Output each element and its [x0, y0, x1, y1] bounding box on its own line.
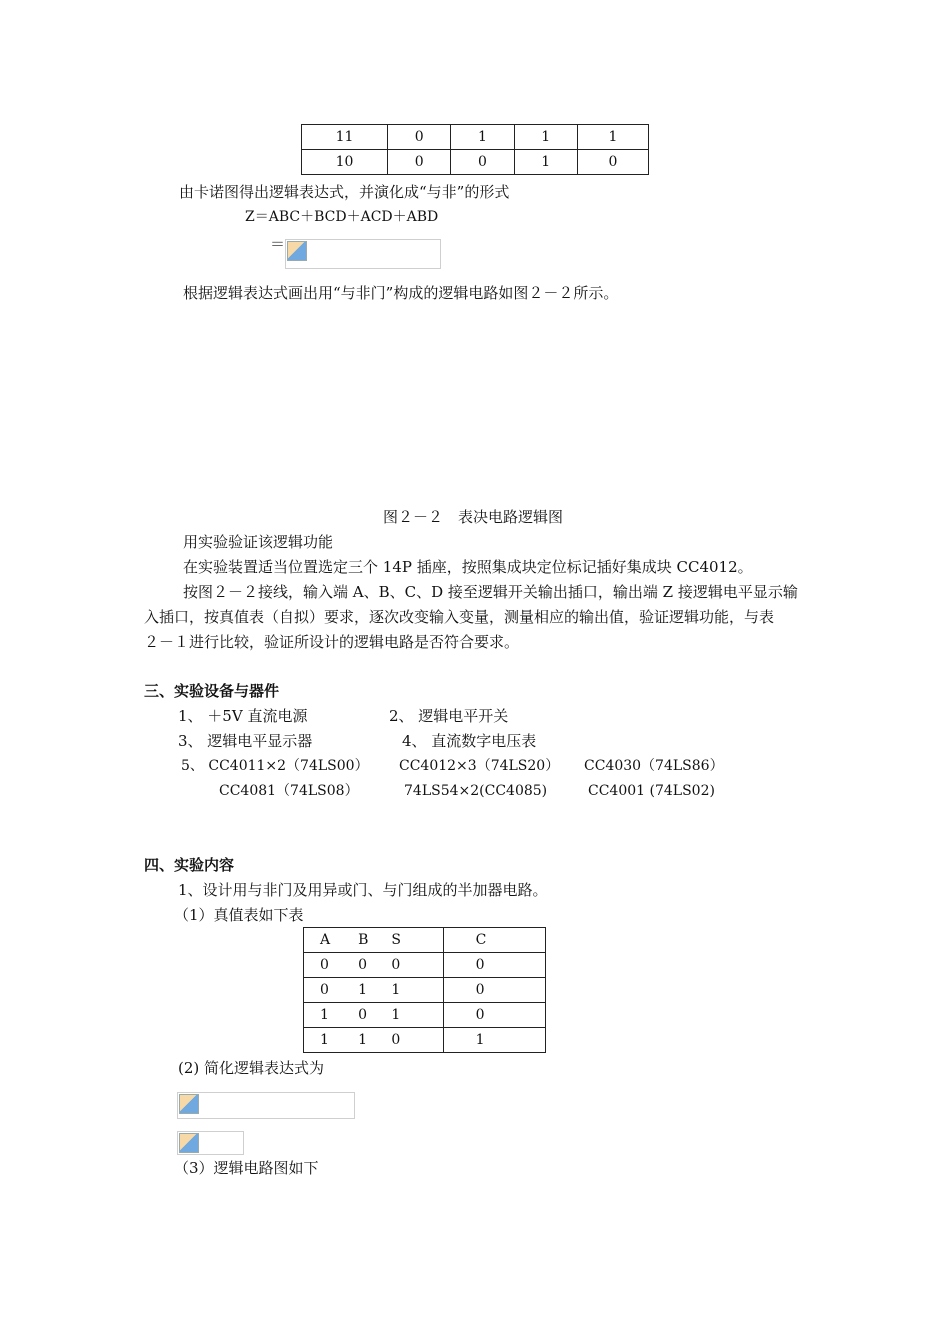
table-cell: 0 [451, 150, 514, 175]
figure-caption: 图２－２ 表决电路逻辑图 [383, 508, 564, 526]
table-cell: 1 [577, 125, 648, 150]
table-row [304, 1003, 546, 1028]
table-cell: 1 [304, 1028, 359, 1053]
equip-item-6b: 74LS54×2(CC4085) [404, 783, 548, 799]
table-cell: 1 [387, 978, 443, 1003]
table-cell: 1 [358, 978, 387, 1003]
truth-table-label: （1）真值表如下表 [174, 906, 304, 924]
table-header-b: B [358, 928, 387, 953]
formula-image-placeholder [177, 1092, 355, 1119]
verify-paragraph-2-line-2: 入插口，按真值表（自拟）要求，逐次改变输入变量，测量相应的输出值，验证逻辑功能，与表 [144, 608, 775, 626]
table-cell: 0 [387, 1028, 443, 1053]
simplify-label: (2) 简化逻辑表达式为 [178, 1059, 325, 1077]
table-cell: 1 [358, 1028, 387, 1053]
table-cell: 0 [304, 953, 359, 978]
table-cell: 0 [358, 953, 387, 978]
formula-image-placeholder [177, 1131, 244, 1155]
equip-item-5c: CC4030（74LS86） [584, 758, 724, 774]
table-cell: 0 [443, 978, 545, 1003]
equip-item-2: 2、 逻辑电平开关 [389, 707, 509, 725]
table-cell: 10 [302, 150, 388, 175]
verify-paragraph-2-line-3: ２－１进行比较，验证所设计的逻辑电路是否符合要求。 [144, 633, 520, 651]
table-row [304, 953, 546, 978]
table-cell: 11 [302, 125, 388, 150]
section-4-title: 四、实验内容 [144, 856, 235, 874]
equip-item-5b: CC4012×3（74LS20） [399, 758, 560, 774]
equip-item-5a: 5、 CC4011×2（74LS00） [181, 758, 369, 774]
equip-item-6c: CC4001 (74LS02) [588, 783, 715, 799]
broken-image-icon [179, 1133, 199, 1153]
table-cell: 1 [387, 1003, 443, 1028]
formula-image-placeholder [285, 239, 441, 269]
table-row [304, 1028, 546, 1053]
equip-item-3: 3、 逻辑电平显示器 [178, 732, 313, 750]
table-row [304, 928, 546, 953]
content-item-1: 1、设计用与非门及用异或门、与门组成的半加器电路。 [178, 881, 548, 899]
table-cell: 0 [388, 125, 451, 150]
section-3-title: 三、实验设备与器件 [144, 682, 280, 700]
table-header-c: C [443, 928, 545, 953]
draw-circuit-text: 根据逻辑表达式画出用“与非门”构成的逻辑电路如图２－２所示。 [183, 284, 619, 302]
table-row [302, 125, 649, 150]
table-row [304, 978, 546, 1003]
table-cell: 1 [514, 150, 577, 175]
table-cell: 1 [514, 125, 577, 150]
equip-item-1: 1、 ＋5V 直流电源 [178, 707, 308, 725]
table-cell: 0 [358, 1003, 387, 1028]
verify-paragraph-2-line-1: 按图２－２接线，输入端 A、B、C、D 接至逻辑开关输出插口，输出端 Z 接逻辑电平显示输 [183, 583, 798, 601]
derive-text: 由卡诺图得出逻辑表达式，并演化成“与非”的形式 [179, 183, 510, 201]
equip-item-4: 4、 直流数字电压表 [402, 732, 537, 750]
table-cell: 0 [443, 1003, 545, 1028]
table-cell: 0 [387, 953, 443, 978]
verify-paragraph-1: 在实验装置适当位置选定三个 14P 插座，按照集成块定位标记插好集成块 CC4012。 [183, 558, 753, 576]
table-cell: 0 [304, 978, 359, 1003]
broken-image-icon [179, 1094, 199, 1114]
half-adder-truth-table [303, 927, 546, 1053]
table-header-s: S [387, 928, 443, 953]
karnaugh-map-table [301, 124, 649, 175]
table-cell: 0 [577, 150, 648, 175]
verify-title: 用实验验证该逻辑功能 [183, 533, 334, 551]
table-cell: 1 [443, 1028, 545, 1053]
expression-equals: ＝ [270, 235, 286, 253]
table-header-a: A [304, 928, 359, 953]
broken-image-icon [287, 241, 307, 261]
circuit-label: （3）逻辑电路图如下 [174, 1159, 319, 1177]
table-cell: 1 [304, 1003, 359, 1028]
table-cell: 0 [443, 953, 545, 978]
table-cell: 0 [388, 150, 451, 175]
table-row [302, 150, 649, 175]
equip-item-6a: CC4081（74LS08） [219, 783, 359, 799]
table-cell: 1 [451, 125, 514, 150]
expression-z: Z＝ABC＋BCD＋ACD＋ABD [245, 209, 439, 225]
